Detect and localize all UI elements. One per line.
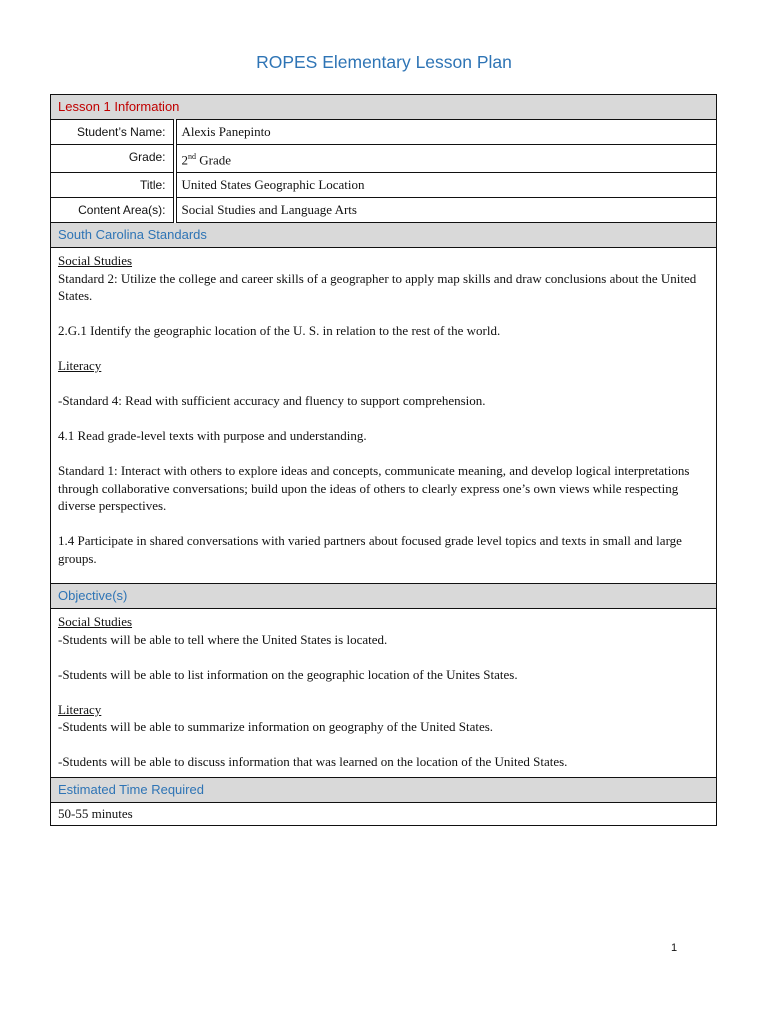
- grade-row: [51, 145, 717, 173]
- document-title: ROPES Elementary Lesson Plan: [256, 52, 512, 72]
- objectives-lit-heading: Literacy: [58, 701, 102, 717]
- standards-ss-standard: Standard 2: Utilize the college and career skills of a geographer to apply map skills and draw conclusions about the United States.: [58, 270, 697, 304]
- objectives-body: [51, 609, 717, 778]
- grade-number: 2: [181, 152, 188, 168]
- lesson-info-header: Lesson 1 Information: [51, 95, 717, 120]
- student-name-value: Alexis Panepinto: [175, 120, 717, 145]
- objectives-header-row: [51, 584, 717, 609]
- objectives-ss-obj2: -Students will be able to list information on the geographic location of the Unites States.: [58, 666, 518, 682]
- title-label: Title:: [51, 173, 175, 198]
- standards-lit-heading: Literacy: [58, 358, 102, 374]
- standards-ss-heading: Social Studies: [58, 253, 133, 269]
- time-value: 50-55 minutes: [51, 802, 717, 825]
- grade-suffix: nd: [188, 152, 196, 161]
- standards-body-row: [51, 248, 717, 584]
- time-header-row: [51, 777, 717, 802]
- title-value: United States Geographic Location: [175, 173, 717, 198]
- grade-label: Grade:: [51, 145, 175, 173]
- time-header: Estimated Time Required: [51, 777, 717, 802]
- page-number: 1: [671, 942, 678, 954]
- standards-body: [51, 248, 717, 584]
- standards-ss-indicator: 2.G.1 Identify the geographic location of the U. S. in relation to the rest of the world.: [58, 323, 501, 339]
- student-name-row: [51, 120, 717, 145]
- standards-header: South Carolina Standards: [51, 223, 717, 248]
- lesson-plan-table: [50, 94, 717, 826]
- title-row: [51, 173, 717, 198]
- objectives-ss-heading: Social Studies: [58, 614, 133, 630]
- grade-value: [175, 145, 717, 173]
- student-name-label: Student’s Name:: [51, 120, 175, 145]
- time-body-row: [51, 802, 717, 825]
- content-area-value: Social Studies and Language Arts: [175, 198, 717, 223]
- content-area-row: [51, 198, 717, 223]
- objectives-ss-obj1: -Students will be able to tell where the United States is located.: [58, 631, 388, 647]
- standards-lit-indicator14: 1.4 Participate in shared conversations with varied partners about focused grade level topics and texts in small and large groups.: [58, 533, 682, 566]
- grade-word: Grade: [196, 152, 232, 168]
- objectives-header: Objective(s): [51, 584, 717, 609]
- standards-lit-standard4: -Standard 4: Read with sufficient accuracy and fluency to support comprehension.: [58, 393, 486, 409]
- objectives-lit-obj2: -Students will be able to discuss information that was learned on the location of the United States.: [58, 754, 568, 770]
- content-area-label: Content Area(s):: [51, 198, 175, 223]
- lesson-info-header-row: [51, 95, 717, 120]
- standards-lit-standard1: Standard 1: Interact with others to explore ideas and concepts, communicate meaning, and develop logical interpretations through collaborative conversations; build upon the ideas of others to clearly express one’s own views while respecting diverse perspectives.: [58, 463, 690, 514]
- standards-header-row: [51, 223, 717, 248]
- objectives-body-row: [51, 609, 717, 778]
- standards-lit-indicator41: 4.1 Read grade-level texts with purpose and understanding.: [58, 428, 367, 444]
- objectives-lit-obj1: -Students will be able to summarize information on geography of the United States.: [58, 719, 494, 735]
